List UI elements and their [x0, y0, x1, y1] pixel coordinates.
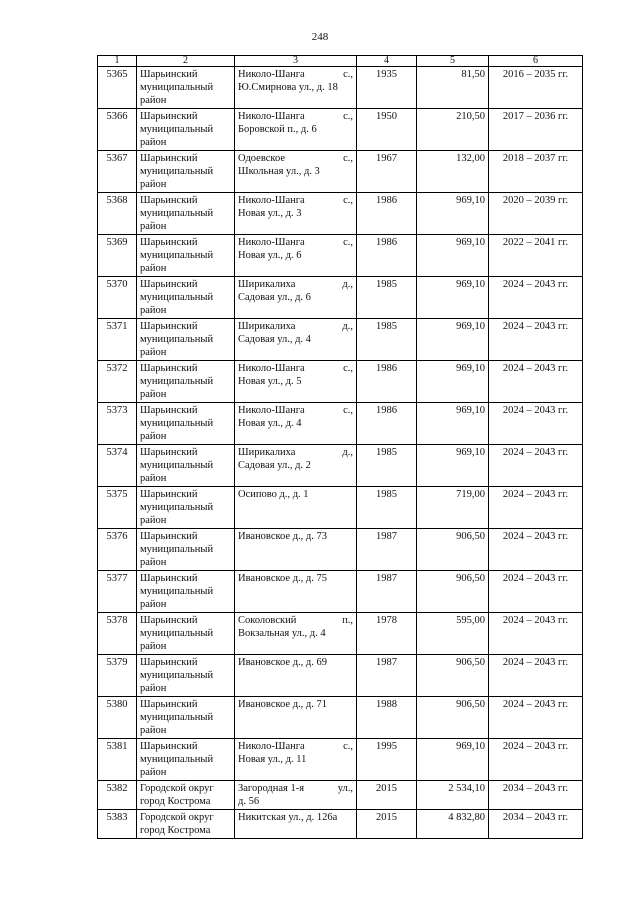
address-locality: Загородная 1-я — [238, 783, 305, 794]
address — [235, 151, 357, 193]
table-row — [98, 361, 583, 403]
column-header: 3 — [235, 56, 357, 67]
record-number: 5376 — [98, 529, 137, 571]
address-locality-type: д., — [342, 321, 353, 332]
address-line-1 — [238, 110, 353, 123]
address-street: Садовая ул., д. 2 — [238, 460, 311, 471]
address-locality-type: с., — [343, 363, 353, 374]
address — [235, 403, 357, 445]
housing-register-table — [97, 55, 583, 839]
address-street: Садовая ул., д. 6 — [238, 292, 311, 303]
address-line-1 — [238, 362, 353, 375]
municipality: Шарьинский муниципальный район — [137, 445, 235, 487]
address-street: Садовая ул., д. 4 — [238, 334, 311, 345]
address-locality: Ширикалиха — [238, 279, 296, 290]
address-locality-type: с., — [343, 237, 353, 248]
build-year: 2015 — [357, 810, 417, 839]
record-number: 5367 — [98, 151, 137, 193]
build-year: 1986 — [357, 235, 417, 277]
address-locality: Николо-Шанга — [238, 237, 305, 248]
address-street: Школьная ул., д. 3 — [238, 166, 320, 177]
address-locality: Николо-Шанга — [238, 363, 305, 374]
municipality: Шарьинский муниципальный район — [137, 613, 235, 655]
total-area: 969,10 — [417, 193, 489, 235]
address-locality: Ширикалиха — [238, 321, 296, 332]
table-row — [98, 277, 583, 319]
municipality: Шарьинский муниципальный район — [137, 67, 235, 109]
total-area: 969,10 — [417, 361, 489, 403]
address-line-1 — [238, 68, 353, 81]
total-area: 906,50 — [417, 697, 489, 739]
repair-period: 2024 – 2043 гг. — [489, 529, 583, 571]
address-line-1 — [238, 446, 353, 459]
table-row — [98, 810, 583, 839]
record-number: 5380 — [98, 697, 137, 739]
address-line-1 — [238, 152, 353, 165]
address — [235, 655, 357, 697]
repair-period: 2024 – 2043 гг. — [489, 655, 583, 697]
build-year: 1985 — [357, 277, 417, 319]
address-locality: Соколовский — [238, 615, 297, 626]
build-year: 2015 — [357, 781, 417, 810]
total-area: 906,50 — [417, 571, 489, 613]
record-number: 5370 — [98, 277, 137, 319]
column-number-row — [98, 56, 583, 67]
address-locality-type: с., — [343, 111, 353, 122]
total-area: 969,10 — [417, 235, 489, 277]
address — [235, 445, 357, 487]
address-line-1 — [238, 236, 353, 249]
build-year: 1986 — [357, 403, 417, 445]
address-street: Боровской п., д. 6 — [238, 124, 317, 135]
repair-period: 2034 – 2043 гг. — [489, 810, 583, 839]
build-year: 1988 — [357, 697, 417, 739]
total-area: 906,50 — [417, 529, 489, 571]
record-number: 5369 — [98, 235, 137, 277]
municipality: Шарьинский муниципальный район — [137, 151, 235, 193]
address-full: Ивановское д., д. 75 — [238, 573, 328, 584]
repair-period: 2034 – 2043 гг. — [489, 781, 583, 810]
address-locality: Николо-Шанга — [238, 741, 305, 752]
municipality: Городской округ город Кострома — [137, 781, 235, 810]
municipality: Шарьинский муниципальный район — [137, 697, 235, 739]
table-row — [98, 67, 583, 109]
address — [235, 235, 357, 277]
address-full: Ивановское д., д. 71 — [238, 699, 328, 710]
repair-period: 2024 – 2043 гг. — [489, 319, 583, 361]
table-row — [98, 487, 583, 529]
address-locality: Николо-Шанга — [238, 195, 305, 206]
table-row — [98, 151, 583, 193]
repair-period: 2024 – 2043 гг. — [489, 739, 583, 781]
address-locality: Николо-Шанга — [238, 69, 305, 80]
table-row — [98, 403, 583, 445]
address — [235, 810, 357, 839]
record-number: 5368 — [98, 193, 137, 235]
address — [235, 109, 357, 151]
record-number: 5377 — [98, 571, 137, 613]
municipality: Шарьинский муниципальный район — [137, 193, 235, 235]
build-year: 1986 — [357, 193, 417, 235]
repair-period: 2024 – 2043 гг. — [489, 361, 583, 403]
build-year: 1950 — [357, 109, 417, 151]
record-number: 5378 — [98, 613, 137, 655]
municipality: Шарьинский муниципальный район — [137, 571, 235, 613]
column-header: 4 — [357, 56, 417, 67]
address-locality-type: с., — [343, 405, 353, 416]
build-year: 1986 — [357, 361, 417, 403]
address-full: Ивановское д., д. 69 — [238, 657, 328, 668]
municipality: Шарьинский муниципальный район — [137, 277, 235, 319]
record-number: 5375 — [98, 487, 137, 529]
municipality: Шарьинский муниципальный район — [137, 487, 235, 529]
record-number: 5365 — [98, 67, 137, 109]
column-header: 2 — [137, 56, 235, 67]
address — [235, 613, 357, 655]
municipality: Городской округ город Кострома — [137, 810, 235, 839]
repair-period: 2024 – 2043 гг. — [489, 403, 583, 445]
table-row — [98, 445, 583, 487]
record-number: 5374 — [98, 445, 137, 487]
record-number: 5372 — [98, 361, 137, 403]
repair-period: 2024 – 2043 гг. — [489, 445, 583, 487]
address-line-1 — [238, 320, 353, 333]
record-number: 5366 — [98, 109, 137, 151]
repair-period: 2024 – 2043 гг. — [489, 487, 583, 529]
build-year: 1987 — [357, 571, 417, 613]
total-area: 969,10 — [417, 319, 489, 361]
build-year: 1995 — [357, 739, 417, 781]
repair-period: 2020 – 2039 гг. — [489, 193, 583, 235]
address-street: Вокзальная ул., д. 4 — [238, 628, 326, 639]
repair-period: 2018 – 2037 гг. — [489, 151, 583, 193]
repair-period: 2017 – 2036 гг. — [489, 109, 583, 151]
table-row — [98, 529, 583, 571]
address-line-1 — [238, 404, 353, 417]
total-area: 969,10 — [417, 739, 489, 781]
record-number: 5382 — [98, 781, 137, 810]
table-row — [98, 235, 583, 277]
municipality: Шарьинский муниципальный район — [137, 361, 235, 403]
column-header: 1 — [98, 56, 137, 67]
address — [235, 487, 357, 529]
address-locality-type: д., — [342, 279, 353, 290]
address-street: Новая ул., д. 3 — [238, 208, 302, 219]
record-number: 5381 — [98, 739, 137, 781]
table-row — [98, 739, 583, 781]
address-locality: Николо-Шанга — [238, 111, 305, 122]
page-number: 248 — [311, 31, 329, 43]
column-header: 5 — [417, 56, 489, 67]
record-number: 5379 — [98, 655, 137, 697]
municipality: Шарьинский муниципальный район — [137, 235, 235, 277]
address — [235, 361, 357, 403]
table-row — [98, 655, 583, 697]
address — [235, 277, 357, 319]
address-line-1 — [238, 194, 353, 207]
municipality: Шарьинский муниципальный район — [137, 403, 235, 445]
build-year: 1987 — [357, 529, 417, 571]
repair-period: 2024 – 2043 гг. — [489, 277, 583, 319]
build-year: 1935 — [357, 67, 417, 109]
address-street: Новая ул., д. 11 — [238, 754, 307, 765]
address — [235, 697, 357, 739]
municipality: Шарьинский муниципальный район — [137, 655, 235, 697]
table-row — [98, 319, 583, 361]
repair-period: 2016 – 2035 гг. — [489, 67, 583, 109]
address-locality: Одоевское — [238, 153, 285, 164]
table-row — [98, 613, 583, 655]
repair-period: 2024 – 2043 гг. — [489, 613, 583, 655]
record-number: 5373 — [98, 403, 137, 445]
address-locality: Николо-Шанга — [238, 405, 305, 416]
address — [235, 319, 357, 361]
total-area: 4 832,80 — [417, 810, 489, 839]
municipality: Шарьинский муниципальный район — [137, 319, 235, 361]
total-area: 2 534,10 — [417, 781, 489, 810]
address-line-1 — [238, 614, 353, 627]
table-row — [98, 697, 583, 739]
address — [235, 193, 357, 235]
address — [235, 571, 357, 613]
build-year: 1985 — [357, 487, 417, 529]
address — [235, 67, 357, 109]
total-area: 906,50 — [417, 655, 489, 697]
table-row — [98, 781, 583, 810]
address-locality-type: с., — [343, 741, 353, 752]
total-area: 210,50 — [417, 109, 489, 151]
build-year: 1967 — [357, 151, 417, 193]
total-area: 969,10 — [417, 445, 489, 487]
municipality: Шарьинский муниципальный район — [137, 109, 235, 151]
column-header: 6 — [489, 56, 583, 67]
repair-period: 2022 – 2041 гг. — [489, 235, 583, 277]
total-area: 595,00 — [417, 613, 489, 655]
address-full: Никитская ул., д. 126а — [238, 812, 338, 823]
total-area: 81,50 — [417, 67, 489, 109]
municipality: Шарьинский муниципальный район — [137, 739, 235, 781]
total-area: 132,00 — [417, 151, 489, 193]
municipality: Шарьинский муниципальный район — [137, 529, 235, 571]
address — [235, 529, 357, 571]
address-street: Новая ул., д. 4 — [238, 418, 302, 429]
total-area: 969,10 — [417, 403, 489, 445]
address-locality-type: с., — [343, 153, 353, 164]
address-locality-type: ул., — [337, 783, 353, 794]
address-street: д. 56 — [238, 796, 260, 807]
address-locality-type: д., — [342, 447, 353, 458]
total-area: 719,00 — [417, 487, 489, 529]
total-area: 969,10 — [417, 277, 489, 319]
address-locality-type: с., — [343, 195, 353, 206]
address-full: Осипово д., д. 1 — [238, 489, 309, 500]
build-year: 1978 — [357, 613, 417, 655]
record-number: 5371 — [98, 319, 137, 361]
table-row — [98, 571, 583, 613]
address-street: Новая ул., д. 5 — [238, 376, 302, 387]
build-year: 1985 — [357, 445, 417, 487]
build-year: 1985 — [357, 319, 417, 361]
address-street: Ю.Смирнова ул., д. 18 — [238, 82, 338, 93]
table-row — [98, 109, 583, 151]
address — [235, 739, 357, 781]
address-locality-type: п., — [342, 615, 353, 626]
table-row — [98, 193, 583, 235]
address-line-1 — [238, 782, 353, 795]
record-number: 5383 — [98, 810, 137, 839]
address-line-1 — [238, 278, 353, 291]
address-street: Новая ул., д. 6 — [238, 250, 302, 261]
repair-period: 2024 – 2043 гг. — [489, 571, 583, 613]
address — [235, 781, 357, 810]
address-locality-type: с., — [343, 69, 353, 80]
address-locality: Ширикалиха — [238, 447, 296, 458]
address-line-1 — [238, 740, 353, 753]
build-year: 1987 — [357, 655, 417, 697]
address-full: Ивановское д., д. 73 — [238, 531, 328, 542]
repair-period: 2024 – 2043 гг. — [489, 697, 583, 739]
